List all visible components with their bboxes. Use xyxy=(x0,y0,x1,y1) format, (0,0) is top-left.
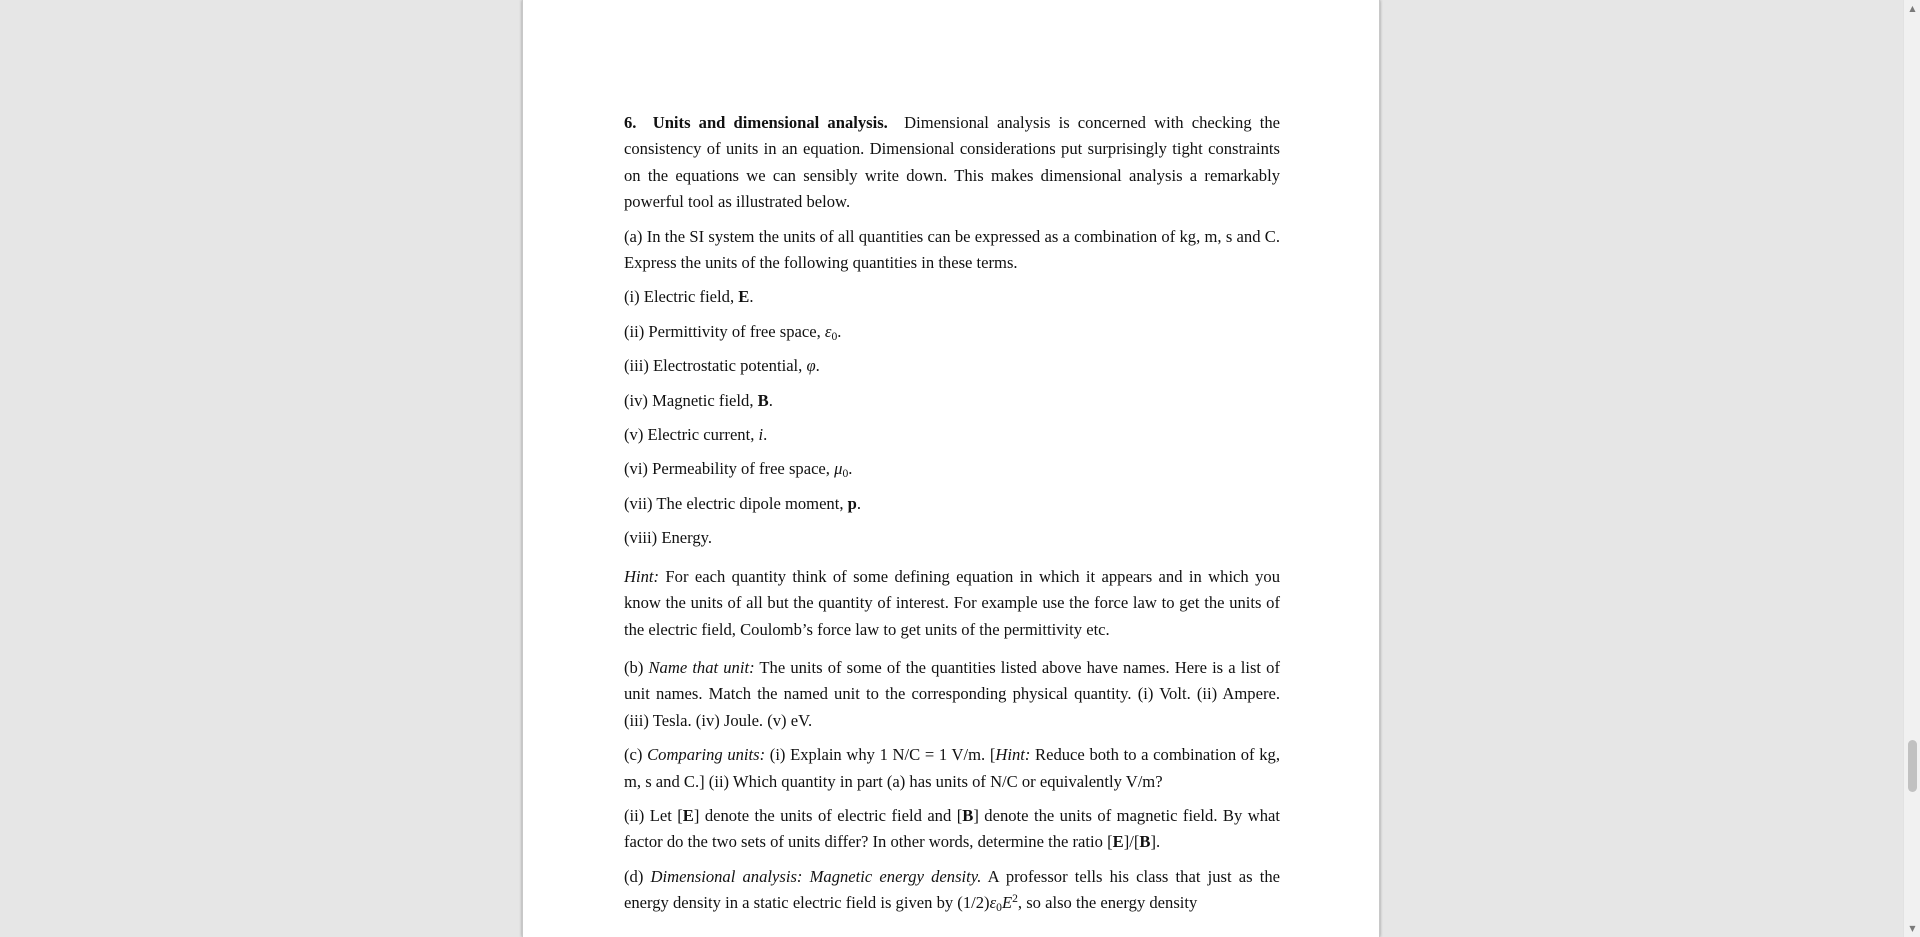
list-item: (vii) The electric dipole moment, p. xyxy=(624,493,862,513)
list-item: (iii) Electrostatic potential, φ. xyxy=(624,356,820,376)
item-symbol: ε xyxy=(824,321,832,341)
list-item: (v) Electric current, i. xyxy=(624,425,768,445)
part-c2-paragraph: (ii) Let [E] denote the units of electric field and [B] denote the units of magnetic field. By what factor do the two sets of units differ? In other words, determine the ratio [E]/[B]. xyxy=(624,805,1280,852)
item-symbol: i xyxy=(758,425,764,445)
part-b-title: Name that unit: xyxy=(648,657,755,677)
hint-text: For each quantity think of some defining equation in which it appears and in which you know the units of all but the quantity of interest. For example use the force law to get the units of the electric field, Coulomb’s force law to get units of the permittivity etc. xyxy=(624,566,1280,639)
list-item: (ii) Permittivity of free space, $\varepsilon_0$. xyxy=(624,321,842,343)
scrollbar-thumb[interactable] xyxy=(1908,740,1917,792)
list-item: (viii) Energy. xyxy=(624,528,713,548)
list-item: (vi) Permeability of free space, $\mu_0$. xyxy=(624,459,853,481)
item-symbol: B xyxy=(757,390,769,410)
section-intro-text: Dimensional analysis is concerned with checking the consistency of units in an equation. Dimensional considerations put surprisingly tight constraints on the equations we can sensibly write down. This makes dimensional analysis a remarkably powerful tool as illustrated below. xyxy=(624,113,1281,212)
document-page xyxy=(522,0,1380,937)
section-intro-paragraph xyxy=(624,110,1280,216)
list-item: (iv) Magnetic field, B. xyxy=(624,390,773,410)
part-a-label: (a) xyxy=(624,226,643,246)
hint-paragraph xyxy=(624,564,1280,643)
item-symbol: μ xyxy=(834,459,843,479)
item-symbol: E xyxy=(738,287,750,307)
part-c-paragraph: (c) Comparing units: (i) Explain why 1 N/C = 1 V/m. [Hint: Reduce both to a combination of kg, m, s and C.] (ii) Which quantity in part (a) has units of N/C or equivalently V/m? xyxy=(624,745,1280,791)
part-d-paragraph: (d) Dimensional analysis: Magnetic energy density. A professor tells his class that just as the energy density in a static electric field is given by $(1/2)\varepsilon_0E^2$, so also the energy density xyxy=(624,866,1281,915)
part-d-title: Dimensional analysis: Magnetic energy density. xyxy=(650,866,982,886)
section-title: Units and dimensional analysis. xyxy=(652,113,888,132)
part-a-text: In the SI system the units of all quantities can be expressed as a combination of kg, m, s and C. Express the units of the following quantities in these terms. xyxy=(624,226,1280,273)
part-b-paragraph: (b) Name that unit: The units of some of the quantities listed above have names. Here is a list of unit names. Match the named unit to the corresponding physical quantity. (i) Volt. (ii) Ampere. (iii) Tesla. (iv) Joule. (v) eV. xyxy=(624,657,1280,730)
list-item: (i) Electric field, E. xyxy=(624,287,754,307)
scroll-up-arrow-icon[interactable]: ▲ xyxy=(1909,4,1916,13)
page-content xyxy=(624,110,1280,925)
scroll-down-arrow-icon[interactable]: ▼ xyxy=(1909,924,1916,933)
item-symbol: p xyxy=(847,493,857,513)
part-c-title: Comparing units: xyxy=(647,745,766,765)
vertical-scrollbar[interactable] xyxy=(1903,0,1920,937)
part-a-paragraph xyxy=(624,224,1280,277)
section-number: 6. xyxy=(624,113,637,132)
item-symbol: φ xyxy=(806,356,816,376)
hint-label: Hint: xyxy=(624,566,660,586)
part-b-text: The units of some of the quantities listed above have names. Here is a list of unit names. Match the named unit to the corresponding physical quantity. (i) Volt. (ii) Ampere. (iii) Tesla. (iv) Joule. (v) eV. xyxy=(624,657,1280,730)
